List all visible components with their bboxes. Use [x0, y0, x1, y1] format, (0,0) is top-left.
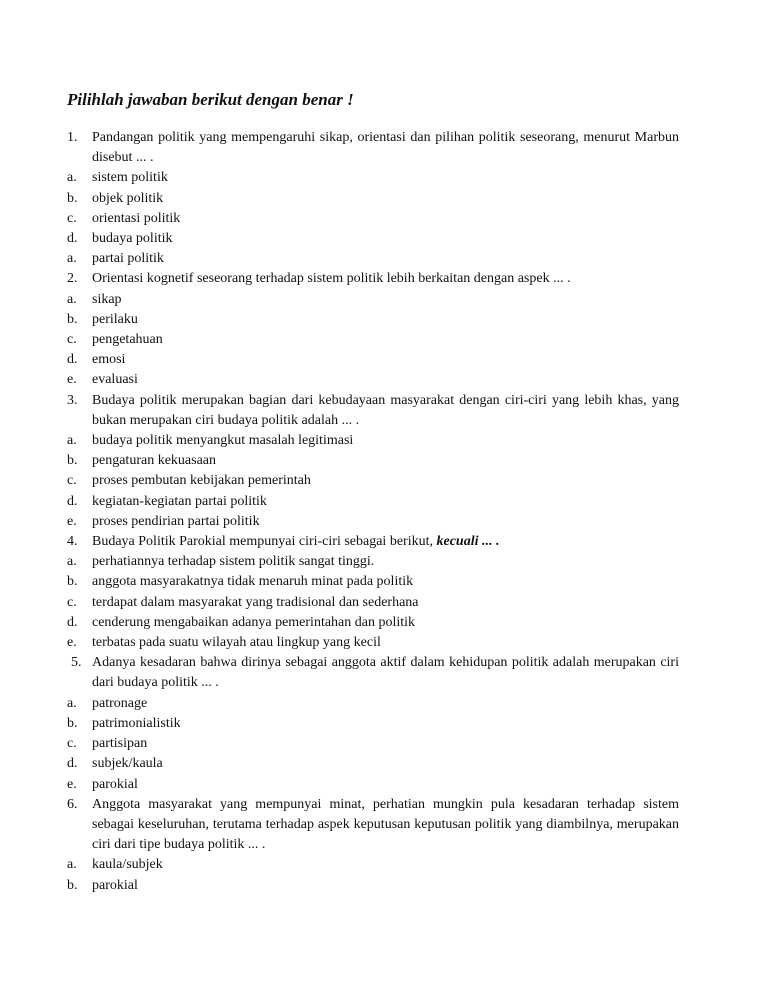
question-5-marker: 5.: [71, 655, 82, 671]
answer-option: [67, 451, 679, 471]
answer-option-text: [67, 431, 679, 451]
answer-option: [67, 249, 679, 269]
answer-option-marker: d.: [67, 614, 78, 630]
question-4: [67, 532, 679, 552]
answer-option-marker: b.: [67, 311, 78, 327]
question-6-label: Anggota masyarakat yang mempunyai minat, perhatian mungkin pula kesadaran terhadap sistem sebagai keseluruhan, terutama terhadap aspek keputusan keputusan politik yang diambilnya, merupakan ciri dari tipe budaya politik ... .: [92, 796, 679, 853]
answer-option-marker: a.: [67, 291, 77, 307]
answer-option-marker: e.: [67, 635, 77, 651]
answer-option-marker: a.: [67, 695, 77, 711]
answer-option-label: terbatas pada suatu wilayah atau lingkup yang kecil: [92, 635, 381, 651]
question-6-text: [67, 795, 679, 856]
answer-option: [67, 512, 679, 532]
answer-option-label: kaula/subjek: [92, 857, 163, 873]
answer-option-marker: a.: [67, 433, 77, 449]
answer-option-marker: a.: [67, 170, 77, 186]
answer-option-label: patrimonialistik: [92, 715, 181, 731]
answer-option-marker: b.: [67, 574, 78, 590]
question-5-text: [67, 653, 679, 693]
answer-option-label: budaya politik: [92, 231, 173, 247]
question-3: [67, 391, 679, 431]
answer-option-text: [67, 330, 679, 350]
question-4-text: [67, 532, 679, 552]
answer-option: [67, 714, 679, 734]
answer-option: [67, 310, 679, 330]
answer-option: [67, 471, 679, 491]
answer-option-label: perilaku: [92, 311, 138, 327]
answer-option-label: pengetahuan: [92, 332, 163, 348]
answer-option-label: partisipan: [92, 736, 148, 752]
answer-option-label: orientasi politik: [92, 210, 181, 226]
answer-option-text: [67, 310, 679, 330]
answer-option-label: partai politik: [92, 251, 164, 267]
answer-option: [67, 209, 679, 229]
answer-option-text: [67, 775, 679, 795]
question-3-label: Budaya politik merupakan bagian dari kebudayaan masyarakat dengan ciri-ciri yang lebih khas, yang bukan merupakan ciri budaya politik adalah ... .: [92, 392, 679, 428]
question-2-marker: 2.: [67, 271, 78, 287]
answer-option-marker: a.: [67, 857, 77, 873]
answer-option-text: [67, 492, 679, 512]
answer-option-marker: c.: [67, 210, 77, 226]
answer-option-label: cenderung mengabaikan adanya pemerintahan dan politik: [92, 614, 416, 630]
question-emphasis: kecuali ... .: [436, 534, 500, 550]
answer-option-text: [67, 572, 679, 592]
question-3-marker: 3.: [67, 392, 78, 408]
answer-option-marker: c.: [67, 736, 77, 752]
answer-option-label: anggota masyarakatnya tidak menaruh minat pada politik: [92, 574, 414, 590]
answer-option-label: objek politik: [92, 190, 164, 206]
question-6: [67, 795, 679, 856]
answer-option-marker: d.: [67, 493, 78, 509]
question-5: [67, 653, 679, 693]
answer-option-text: [67, 189, 679, 209]
question-2-text: [67, 269, 679, 289]
answer-option-label: parokial: [92, 877, 138, 893]
question-1-text: [67, 128, 679, 168]
answer-option-marker: c.: [67, 332, 77, 348]
answer-option-marker: b.: [67, 190, 78, 206]
answer-option-label: kegiatan-kegiatan partai politik: [92, 493, 267, 509]
answer-option-label: subjek/kaula: [92, 756, 163, 772]
question-4-marker: 4.: [67, 534, 78, 550]
answer-option-marker: a.: [67, 251, 77, 267]
answer-option-text: [67, 350, 679, 370]
answer-option-text: [67, 370, 679, 390]
answer-option-marker: b.: [67, 715, 78, 731]
answer-option-marker: c.: [67, 594, 77, 610]
answer-option: [67, 330, 679, 350]
answer-option-marker: d.: [67, 756, 78, 772]
answer-option-text: [67, 512, 679, 532]
answer-option: [67, 572, 679, 592]
answer-option-label: emosi: [92, 352, 126, 368]
question-1-marker: 1.: [67, 130, 78, 145]
question-5-label: Adanya kesadaran bahwa dirinya sebagai anggota aktif dalam kehidupan politik adalah merupakan ciri dari budaya politik ... .: [92, 655, 679, 691]
answer-option: [67, 694, 679, 714]
answer-option-text: [67, 593, 679, 613]
answer-option-marker: e.: [67, 513, 77, 529]
answer-option-marker: e.: [67, 776, 77, 792]
answer-option-label: perhatiannya terhadap sistem politik sangat tinggi.: [92, 554, 375, 570]
answer-option-label: budaya politik menyangkut masalah legitimasi: [92, 433, 354, 449]
answer-option: [67, 168, 679, 188]
answer-option-label: sikap: [92, 291, 122, 307]
question-1: [67, 128, 679, 168]
answer-option-label: proses pembutan kebijakan pemerintah: [92, 473, 311, 489]
answer-option: [67, 876, 679, 896]
page-title: Pilihlah jawaban berikut dengan benar !: [67, 90, 354, 109]
answer-option: [67, 613, 679, 633]
answer-option-label: pengaturan kekuasaan: [92, 453, 216, 469]
answer-option-label: patronage: [92, 695, 148, 711]
answer-option-marker: a.: [67, 554, 77, 570]
answer-option: [67, 189, 679, 209]
question-3-text: [67, 391, 679, 431]
answer-option-label: evaluasi: [92, 372, 138, 388]
answer-option-marker: b.: [67, 453, 78, 469]
answer-option-label: terdapat dalam masyarakat yang tradisional dan sederhana: [92, 594, 419, 610]
question-6-marker: 6.: [67, 796, 78, 812]
answer-option-text: [67, 613, 679, 633]
answer-option-marker: b.: [67, 877, 78, 893]
answer-option-text: [67, 552, 679, 572]
answer-option-text: [67, 471, 679, 491]
answer-option: [67, 431, 679, 451]
answer-option-label: sistem politik: [92, 170, 168, 186]
answer-option-marker: e.: [67, 372, 77, 388]
answer-option: [67, 775, 679, 795]
answer-option-text: [67, 714, 679, 734]
answer-option: [67, 370, 679, 390]
question-2-label: Orientasi kognetif seseorang terhadap sistem politik lebih berkaitan dengan aspek ... .: [92, 271, 571, 287]
answer-option-text: [67, 168, 679, 188]
answer-option: [67, 229, 679, 249]
answer-option-text: [67, 290, 679, 310]
answer-option: [67, 492, 679, 512]
answer-option-label: parokial: [92, 776, 138, 792]
question-1-label: Pandangan politik yang mempengaruhi sikap, orientasi dan pilihan politik seseorang, menurut Marbun disebut ... .: [92, 130, 679, 166]
answer-option-text: [67, 754, 679, 774]
answer-option-text: [67, 249, 679, 269]
answer-option-text: [67, 855, 679, 875]
answer-option: [67, 734, 679, 754]
answer-option-text: [67, 694, 679, 714]
answer-option-marker: d.: [67, 352, 78, 368]
answer-option-marker: c.: [67, 473, 77, 489]
answer-option: [67, 552, 679, 572]
answer-option-text: [67, 229, 679, 249]
question-4-label: Budaya Politik Parokial mempunyai ciri-ciri sebagai berikut,: [92, 534, 433, 550]
answer-option-label: proses pendirian partai politik: [92, 513, 260, 529]
answer-option: [67, 633, 679, 653]
answer-option-text: [67, 451, 679, 471]
question-list: [67, 128, 679, 896]
answer-option: [67, 350, 679, 370]
answer-option: [67, 290, 679, 310]
answer-option: [67, 754, 679, 774]
answer-option-text: [67, 633, 679, 653]
answer-option-text: [67, 876, 679, 896]
question-2: [67, 269, 679, 289]
answer-option-text: [67, 734, 679, 754]
answer-option: [67, 593, 679, 613]
answer-option: [67, 855, 679, 875]
answer-option-marker: d.: [67, 231, 78, 247]
answer-option-text: [67, 209, 679, 229]
